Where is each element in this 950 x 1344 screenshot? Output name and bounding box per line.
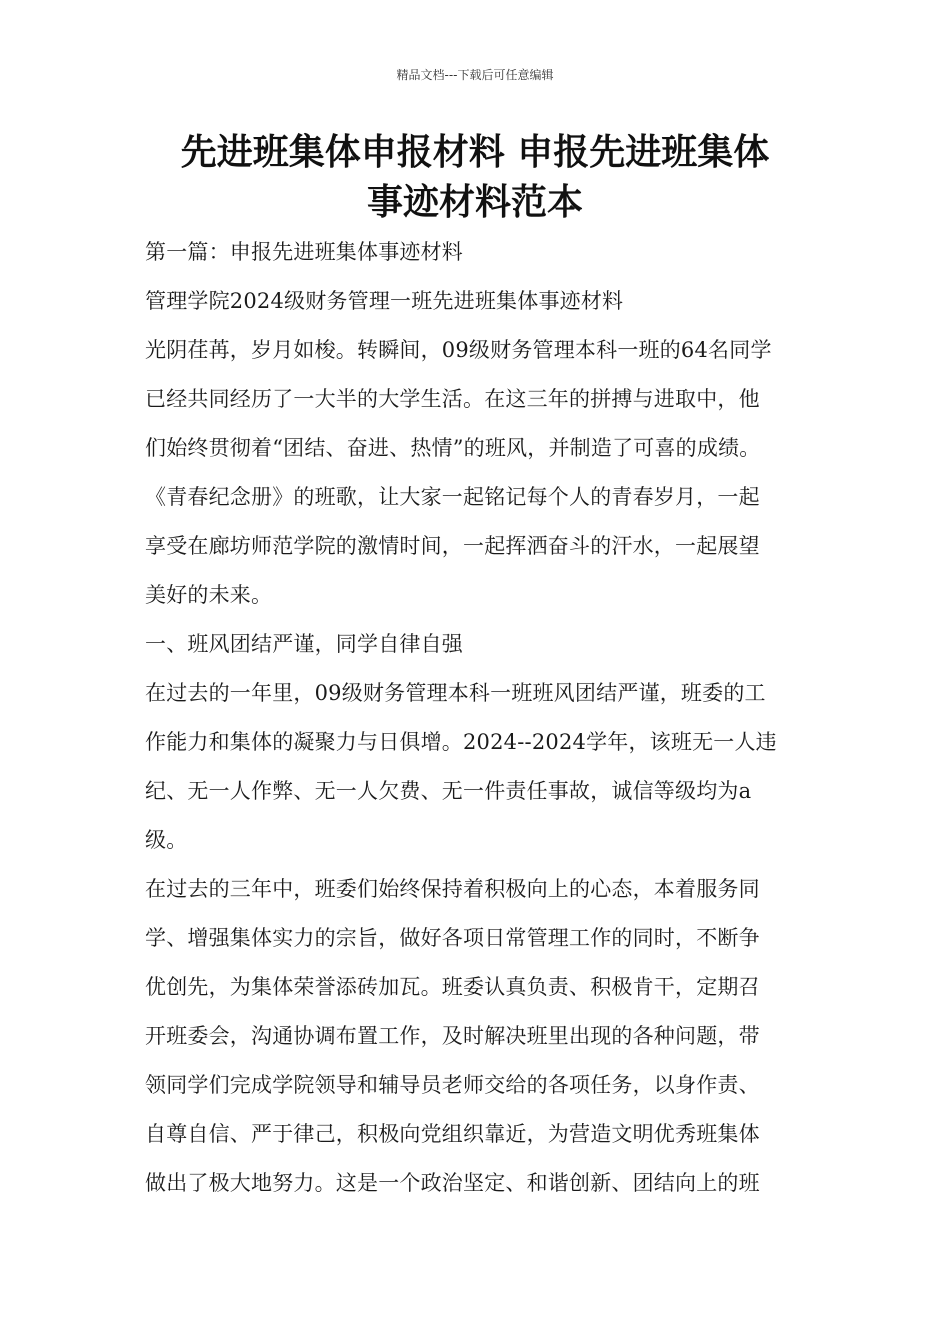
text-line: 《青春纪念册》的班歌，让大家一起铭记每个人的青春岁月，一起 bbox=[145, 485, 760, 509]
text-line: 学、增强集体实力的宗旨，做好各项日常管理工作的同时，不断争 bbox=[145, 926, 760, 950]
section-heading: 一、班风团结严谨，同学自律自强 bbox=[145, 632, 463, 656]
text-line: 光阴荏苒，岁月如梭。转瞬间，09级财务管理本科一班的64名同学 bbox=[145, 338, 772, 362]
text-line: 做出了极大地努力。这是一个政治坚定、和谐创新、团结向上的班 bbox=[145, 1171, 760, 1195]
text-line: 在过去的一年里，09级财务管理本科一班班风团结严谨，班委的工 bbox=[145, 681, 766, 705]
text-line: 作能力和集体的凝聚力与日俱增。2024--2024学年，该班无一人违 bbox=[145, 730, 777, 754]
text-line: 们始终贯彻着“团结、奋进、热情”的班风，并制造了可喜的成绩。 bbox=[145, 436, 761, 460]
text-line: 优创先，为集体荣誉添砖加瓦。班委认真负责、积极肯干，定期召 bbox=[145, 975, 760, 999]
header-note: 精品文档---下载后可任意编辑 bbox=[396, 68, 554, 82]
text-line: 级。 bbox=[145, 828, 188, 852]
text-line: 领同学们完成学院领导和辅导员老师交给的各项任务，以身作责、 bbox=[145, 1073, 760, 1097]
text-line: 已经共同经历了一大半的大学生活。在这三年的拼搏与进取中，他 bbox=[145, 387, 760, 411]
title-line: 先进班集体申报材料 申报先进班集体 bbox=[180, 132, 770, 173]
document-body bbox=[145, 228, 817, 1208]
text-line: 享受在廊坊师范学院的激情时间，一起挥洒奋斗的汗水，一起展望 bbox=[145, 534, 760, 558]
text-line: 在过去的三年中，班委们始终保持着积极向上的心态，本着服务同 bbox=[145, 877, 760, 901]
text-line: 纪、无一人作弊、无一人欠费、无一件责任事故，诚信等级均为a bbox=[145, 779, 752, 803]
section-heading: 第一篇：申报先进班集体事迹材料 bbox=[145, 240, 463, 264]
document-title bbox=[100, 128, 850, 228]
text-line: 美好的未来。 bbox=[145, 583, 273, 607]
text-line: 开班委会，沟通协调布置工作，及时解决班里出现的各种问题，带 bbox=[145, 1024, 760, 1048]
text-line: 自尊自信、严于律己，积极向党组织靠近，为营造文明优秀班集体 bbox=[145, 1122, 760, 1146]
title-line: 事迹材料范本 bbox=[366, 182, 583, 223]
subtitle-line: 管理学院2024级财务管理一班先进班集体事迹材料 bbox=[145, 289, 624, 313]
